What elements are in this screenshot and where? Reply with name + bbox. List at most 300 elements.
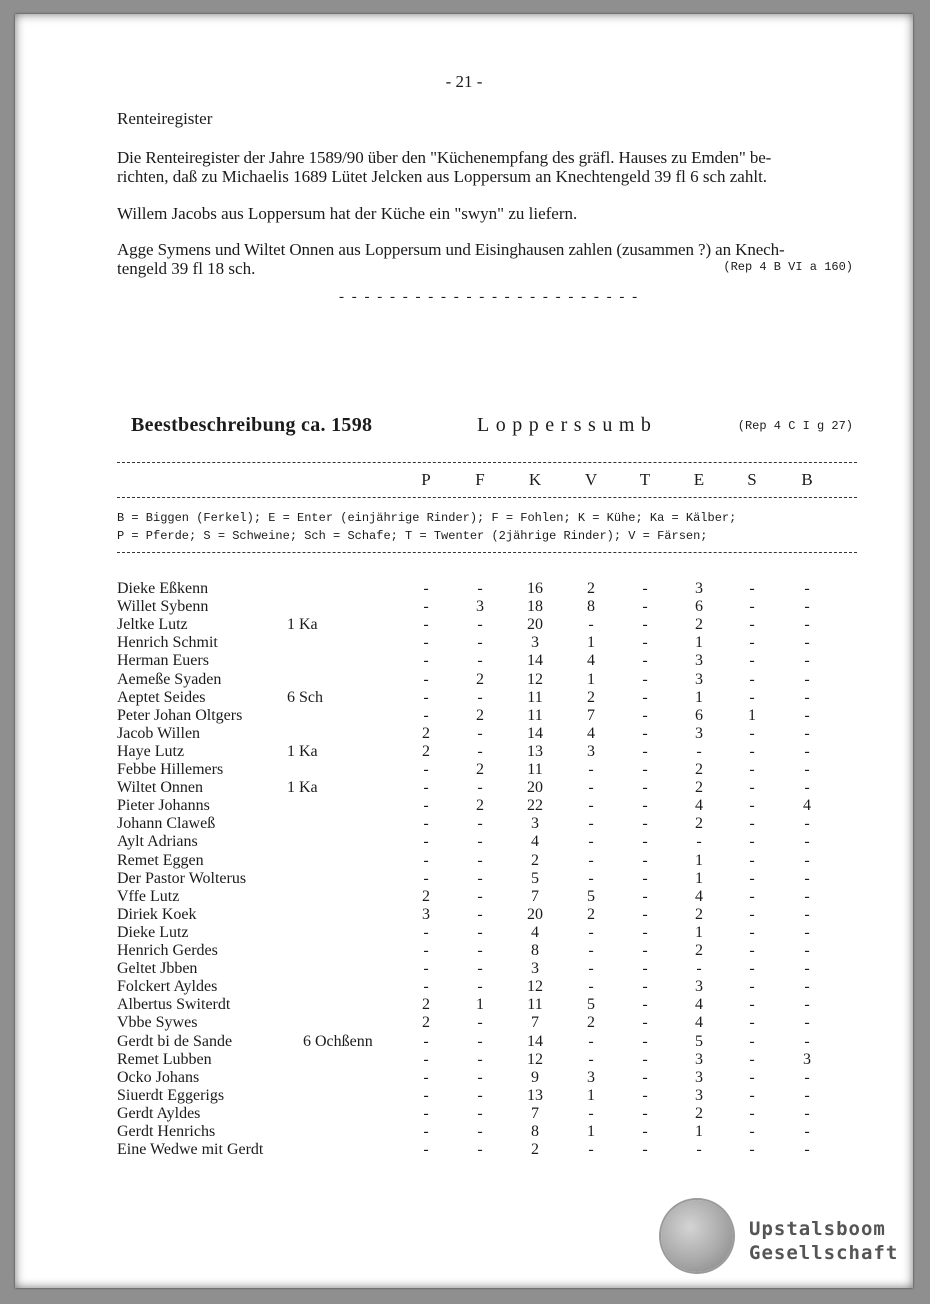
row-value: - — [423, 923, 429, 941]
row-value: - — [642, 923, 648, 941]
row-value: 1 — [695, 634, 703, 652]
row-value: 12 — [527, 670, 543, 688]
row-name: Gerdt Ayldes — [117, 1104, 201, 1122]
row-value: 5 — [587, 996, 595, 1014]
row-name: Remet Lubben — [117, 1050, 212, 1068]
row-value: - — [477, 742, 483, 760]
row-value: - — [588, 833, 594, 851]
row-value: - — [749, 670, 755, 688]
row-value: - — [423, 1123, 429, 1140]
row-value: 1 — [695, 851, 703, 869]
row-value: 4 — [531, 923, 539, 941]
row-value: 3 — [587, 742, 595, 760]
row-value: - — [749, 960, 755, 978]
row-value: 5 — [587, 887, 595, 905]
row-name: Geltet Jbben — [117, 960, 198, 978]
row-value: - — [477, 887, 483, 905]
column-header: K — [528, 470, 542, 489]
row-value: 11 — [527, 706, 543, 724]
row-value: - — [804, 978, 810, 996]
row-value: - — [423, 1086, 429, 1104]
row-value: 6 — [695, 706, 703, 724]
row-value: - — [477, 960, 483, 978]
row-value: - — [477, 616, 483, 634]
row-value: - — [642, 1068, 648, 1086]
row-name: Siuerdt Eggerigs — [117, 1086, 225, 1104]
row-name: Dieke Lutz — [117, 923, 189, 941]
row-value: - — [588, 960, 594, 978]
brand-line-1: Upstalsboom — [749, 1218, 886, 1240]
row-value: 11 — [527, 688, 543, 706]
row-value: - — [804, 598, 810, 616]
row-name: Febbe Hillemers — [117, 761, 224, 778]
row-value: - — [749, 1032, 755, 1050]
row-value: - — [804, 1068, 810, 1086]
row-value: - — [804, 851, 810, 869]
row-value: 14 — [527, 652, 543, 670]
row-value: - — [642, 1014, 648, 1032]
row-note: 6 Ochßenn — [303, 1032, 373, 1050]
row-value: - — [423, 1141, 429, 1159]
row-value: - — [477, 1014, 483, 1032]
row-value: 11 — [527, 996, 543, 1014]
table-place: Lopperssumb — [477, 414, 658, 436]
row-value: - — [804, 688, 810, 706]
row-value: - — [749, 1014, 755, 1032]
row-value: - — [588, 1104, 594, 1122]
row-value: - — [696, 742, 702, 760]
row-value: - — [749, 1104, 755, 1122]
column-header: T — [639, 470, 651, 489]
row-value: - — [804, 833, 810, 851]
row-value: - — [477, 779, 483, 797]
row-value: - — [477, 1032, 483, 1050]
row-value: - — [804, 580, 810, 597]
row-value: 20 — [527, 905, 543, 923]
row-value: 4 — [587, 652, 595, 670]
row-value: - — [588, 869, 594, 887]
row-value: - — [642, 833, 648, 851]
row-value: - — [804, 1032, 810, 1050]
row-value: 4 — [531, 833, 539, 851]
row-value: - — [423, 598, 429, 616]
row-name: Haye Lutz — [117, 742, 185, 760]
row-value: - — [477, 1050, 483, 1068]
row-value: - — [804, 1104, 810, 1122]
row-value: - — [749, 742, 755, 760]
row-value: - — [804, 634, 810, 652]
row-value: - — [588, 851, 594, 869]
row-value: 1 — [695, 1123, 703, 1140]
row-value: - — [423, 942, 429, 959]
paragraph-1-line-2: richten, daß zu Michaelis 1689 Lütet Jelcken aus Loppersum an Knechtengeld 39 fl 6 sch zahlt. — [117, 167, 768, 186]
row-value: - — [642, 670, 648, 688]
row-value: - — [477, 923, 483, 941]
row-value: - — [423, 779, 429, 797]
row-value: - — [749, 1050, 755, 1068]
row-value: - — [749, 724, 755, 742]
rule-header — [117, 497, 857, 498]
row-value: - — [804, 905, 810, 923]
row-name: Eine Wedwe mit Gerdt — [117, 1141, 264, 1159]
row-value: 3 — [531, 960, 539, 978]
row-value: - — [804, 652, 810, 670]
row-value: - — [588, 779, 594, 797]
row-value: 3 — [803, 1050, 811, 1068]
row-value: 12 — [527, 978, 543, 996]
legend-line-2: P = Pferde; S = Schweine; Sch = Schafe; T = Twenter (2jährige Rinder); V = Färsen; — [117, 529, 708, 543]
row-value: - — [477, 1104, 483, 1122]
row-value: - — [588, 761, 594, 778]
paragraph-3-line-2: tengeld 39 fl 18 sch. — [117, 259, 256, 278]
row-value: 8 — [587, 598, 595, 616]
row-value: - — [423, 815, 429, 833]
row-value: - — [588, 1050, 594, 1068]
row-value: - — [477, 833, 483, 851]
row-value: - — [749, 923, 755, 941]
row-value: - — [642, 905, 648, 923]
row-note: 1 Ka — [287, 616, 318, 634]
row-value: - — [477, 851, 483, 869]
row-value: 2 — [695, 761, 703, 778]
row-value: 2 — [422, 724, 430, 742]
row-value: - — [804, 761, 810, 778]
row-value: 3 — [695, 978, 703, 996]
row-value: - — [749, 833, 755, 851]
row-value: 20 — [527, 616, 543, 634]
row-value: - — [804, 869, 810, 887]
row-value: 7 — [531, 1014, 539, 1032]
row-value: - — [477, 942, 483, 959]
row-value: 3 — [695, 1086, 703, 1104]
row-value: 2 — [422, 887, 430, 905]
row-value: - — [423, 1032, 429, 1050]
row-value: 2 — [422, 996, 430, 1014]
row-value: - — [749, 869, 755, 887]
row-value: - — [588, 815, 594, 833]
row-value: 4 — [695, 797, 703, 815]
row-value: - — [423, 869, 429, 887]
row-value: 1 — [587, 634, 595, 652]
row-value: 20 — [527, 779, 543, 797]
row-value: - — [804, 706, 810, 724]
row-value: 3 — [587, 1068, 595, 1086]
row-value: - — [642, 960, 648, 978]
row-value: - — [749, 797, 755, 815]
row-value: 11 — [527, 761, 543, 778]
row-value: - — [642, 978, 648, 996]
row-value: 2 — [587, 905, 595, 923]
row-value: 14 — [527, 724, 543, 742]
row-value: - — [477, 978, 483, 996]
row-value: - — [642, 634, 648, 652]
row-value: - — [642, 887, 648, 905]
row-value: - — [642, 652, 648, 670]
column-header: F — [475, 470, 485, 489]
row-value: 14 — [527, 1032, 543, 1050]
row-note: 6 Sch — [287, 688, 323, 706]
row-value: 2 — [587, 688, 595, 706]
row-value: - — [749, 580, 755, 597]
row-value: - — [804, 742, 810, 760]
archive-reference-1: (Rep 4 B VI a 160) — [723, 260, 853, 274]
rule-top — [117, 462, 857, 463]
row-value: 2 — [476, 797, 484, 815]
row-value: - — [642, 1123, 648, 1140]
row-value: - — [477, 815, 483, 833]
row-value: - — [423, 1050, 429, 1068]
row-value: - — [749, 761, 755, 778]
row-value: - — [749, 1068, 755, 1086]
row-value: - — [423, 1068, 429, 1086]
row-value: 2 — [695, 1104, 703, 1122]
row-value: - — [749, 688, 755, 706]
society-seal-icon — [661, 1200, 733, 1272]
row-value: 5 — [695, 1032, 703, 1050]
rule-legend — [117, 552, 857, 553]
row-value: - — [588, 942, 594, 959]
row-value: - — [696, 833, 702, 851]
row-value: 1 — [695, 923, 703, 941]
archive-reference-2: (Rep 4 C I g 27) — [737, 419, 853, 433]
row-value: 2 — [695, 616, 703, 634]
row-value: - — [477, 580, 483, 597]
row-value: 9 — [531, 1068, 539, 1086]
row-value: - — [642, 1050, 648, 1068]
row-value: - — [423, 761, 429, 778]
row-value: - — [749, 1141, 755, 1159]
section-title: Renteiregister — [117, 109, 213, 128]
row-value: - — [642, 616, 648, 634]
row-name: Jeltke Lutz — [117, 616, 188, 634]
row-name: Johann Claweß — [117, 815, 216, 833]
row-value: - — [749, 598, 755, 616]
paragraph-3-line-1: Agge Symens und Wiltet Onnen aus Loppersum und Eisinghausen zahlen (zusammen ?) an Knech- — [117, 240, 785, 259]
row-value: - — [423, 978, 429, 996]
row-value: - — [804, 1014, 810, 1032]
row-value: 2 — [531, 1141, 539, 1159]
row-value: - — [423, 797, 429, 815]
row-value: - — [588, 616, 594, 634]
row-value: - — [749, 905, 755, 923]
row-name: Herman Euers — [117, 652, 209, 670]
row-value: 2 — [695, 815, 703, 833]
row-value: - — [477, 905, 483, 923]
row-value: - — [423, 652, 429, 670]
row-value: 4 — [803, 797, 811, 815]
row-note: 1 Ka — [287, 779, 318, 797]
row-name: Aemeße Syaden — [117, 670, 222, 688]
row-value: 3 — [695, 724, 703, 742]
row-name: Aylt Adrians — [117, 833, 198, 851]
row-value: 4 — [587, 724, 595, 742]
row-value: - — [423, 670, 429, 688]
row-value: - — [642, 869, 648, 887]
row-value: - — [642, 742, 648, 760]
row-value: - — [642, 761, 648, 778]
row-value: 7 — [587, 706, 595, 724]
document-page — [15, 14, 913, 1288]
row-value: 3 — [422, 905, 430, 923]
row-name: Vbbe Sywes — [117, 1014, 198, 1032]
row-value: - — [642, 1141, 648, 1159]
row-value: - — [588, 1032, 594, 1050]
row-value: - — [642, 724, 648, 742]
row-name: Remet Eggen — [117, 851, 204, 869]
brand-line-2: Gesellschaft — [749, 1242, 899, 1264]
paragraph-2: Willem Jacobs aus Loppersum hat der Küche ein "swyn" zu liefern. — [117, 204, 578, 223]
legend-line-1: B = Biggen (Ferkel); E = Enter (einjährige Rinder); F = Fohlen; K = Kühe; Ka = Kälber; — [117, 511, 737, 525]
row-value: 1 — [695, 869, 703, 887]
row-value: - — [477, 1141, 483, 1159]
row-value: 2 — [476, 706, 484, 724]
row-value: - — [423, 833, 429, 851]
row-value: - — [642, 706, 648, 724]
row-value: 8 — [531, 1123, 539, 1140]
row-value: - — [423, 851, 429, 869]
row-name: Willet Sybenn — [117, 598, 209, 616]
row-value: - — [804, 887, 810, 905]
row-value: - — [749, 1086, 755, 1104]
row-name: Henrich Schmit — [117, 634, 218, 652]
row-value: - — [642, 1104, 648, 1122]
table-heading: Beestbeschreibung ca. 1598 — [131, 414, 373, 436]
row-value: - — [804, 1123, 810, 1140]
row-value: 2 — [422, 1014, 430, 1032]
row-value: - — [642, 797, 648, 815]
column-header: E — [693, 470, 705, 489]
row-value: - — [749, 815, 755, 833]
row-name: Henrich Gerdes — [117, 942, 218, 959]
paragraph-1-line-1: Die Renteiregister der Jahre 1589/90 über den "Küchenempfang des gräfl. Hauses zu Emden" be- — [117, 148, 772, 167]
section-separator: - - - - - - - - - - - - - - - - - - - - - - - - — [339, 289, 640, 305]
row-value: - — [642, 942, 648, 959]
row-name: Diriek Koek — [117, 905, 197, 923]
row-value: 2 — [695, 779, 703, 797]
row-value: - — [696, 1141, 702, 1159]
row-value: - — [642, 815, 648, 833]
page-number: - 21 - — [445, 72, 483, 91]
column-header: P — [421, 470, 431, 489]
row-value: 3 — [531, 815, 539, 833]
row-value: - — [423, 706, 429, 724]
row-value: 4 — [695, 996, 703, 1014]
row-value: - — [477, 1123, 483, 1140]
row-value: 2 — [476, 670, 484, 688]
row-value: - — [423, 616, 429, 634]
row-value: 16 — [527, 580, 543, 597]
row-value: - — [588, 797, 594, 815]
row-value: - — [696, 960, 702, 978]
row-value: 1 — [476, 996, 484, 1014]
row-value: - — [804, 1141, 810, 1159]
row-value: - — [642, 580, 648, 597]
row-name: Peter Johan Oltgers — [117, 706, 243, 724]
row-value: - — [642, 1086, 648, 1104]
row-name: Ocko Johans — [117, 1068, 200, 1086]
row-value: 6 — [695, 598, 703, 616]
row-value: - — [749, 887, 755, 905]
row-value: - — [749, 1123, 755, 1140]
row-value: 5 — [531, 869, 539, 887]
row-value: - — [642, 779, 648, 797]
row-name: Gerdt Henrichs — [117, 1123, 216, 1140]
row-value: 4 — [695, 887, 703, 905]
row-value: - — [804, 724, 810, 742]
row-name: Folckert Ayldes — [117, 978, 218, 996]
row-value: - — [642, 1032, 648, 1050]
row-value: - — [804, 1086, 810, 1104]
row-value: 7 — [531, 1104, 539, 1122]
row-value: - — [749, 616, 755, 634]
row-value: - — [804, 815, 810, 833]
row-value: 4 — [695, 1014, 703, 1032]
row-value: - — [804, 942, 810, 959]
row-value: - — [642, 996, 648, 1014]
row-value: - — [477, 652, 483, 670]
row-value: - — [423, 960, 429, 978]
row-value: - — [804, 670, 810, 688]
row-value: - — [804, 923, 810, 941]
row-value: 2 — [531, 851, 539, 869]
row-value: 3 — [695, 670, 703, 688]
row-value: 3 — [695, 1050, 703, 1068]
row-name: Dieke Eßkenn — [117, 580, 209, 597]
row-value: - — [749, 634, 755, 652]
row-value: - — [804, 960, 810, 978]
row-value: - — [749, 996, 755, 1014]
row-value: - — [804, 616, 810, 634]
row-value: - — [749, 851, 755, 869]
row-name: Wiltet Onnen — [117, 779, 203, 797]
row-value: - — [477, 688, 483, 706]
row-value: 12 — [527, 1050, 543, 1068]
row-name: Gerdt bi de Sande — [117, 1032, 233, 1050]
row-value: - — [477, 724, 483, 742]
row-value: 7 — [531, 887, 539, 905]
row-value: - — [423, 580, 429, 597]
row-value: - — [477, 1086, 483, 1104]
row-value: - — [588, 978, 594, 996]
row-value: 1 — [695, 688, 703, 706]
row-name: Albertus Switerdt — [117, 996, 231, 1014]
row-value: - — [423, 688, 429, 706]
row-value: - — [749, 652, 755, 670]
row-value: 1 — [587, 1123, 595, 1140]
row-value: 3 — [695, 652, 703, 670]
row-value: - — [804, 779, 810, 797]
row-value: 22 — [527, 797, 543, 815]
row-name: Jacob Willen — [117, 724, 201, 742]
row-value: - — [477, 634, 483, 652]
row-value: 13 — [527, 1086, 543, 1104]
row-value: 2 — [476, 761, 484, 778]
row-value: - — [588, 923, 594, 941]
row-value: - — [642, 851, 648, 869]
row-value: - — [477, 1068, 483, 1086]
row-name: Vffe Lutz — [117, 887, 180, 905]
row-name: Aeptet Seides — [117, 688, 206, 706]
row-value: - — [749, 978, 755, 996]
column-header: B — [801, 470, 813, 489]
row-value: - — [588, 1141, 594, 1159]
row-value: 2 — [587, 580, 595, 597]
row-value: - — [642, 688, 648, 706]
row-value: 2 — [695, 905, 703, 923]
row-value: - — [423, 1104, 429, 1122]
column-header: S — [747, 470, 757, 489]
row-value: - — [749, 942, 755, 959]
